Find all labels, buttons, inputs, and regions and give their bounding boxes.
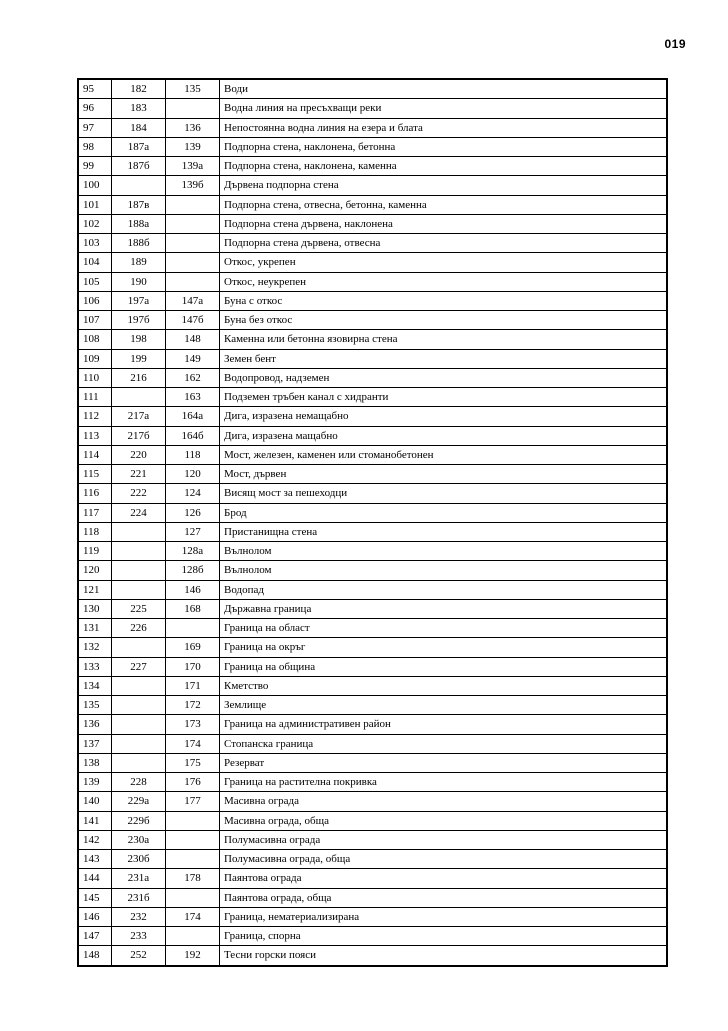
row-number-cell: 112 (78, 407, 112, 426)
table-row (78, 696, 667, 715)
code-a-cell (112, 734, 166, 753)
table-row (78, 388, 667, 407)
table-row (78, 137, 667, 156)
code-b-cell: 139б (166, 176, 220, 195)
row-number-cell: 143 (78, 850, 112, 869)
symbol-name-cell: Масивна ограда, обща (220, 811, 668, 830)
code-b-cell (166, 195, 220, 214)
table-row (78, 349, 667, 368)
symbol-name-cell: Каменна или бетонна язовирна стена (220, 330, 668, 349)
code-a-cell: 227 (112, 657, 166, 676)
code-b-cell: 149 (166, 349, 220, 368)
symbol-name-cell: Подпорна стена, отвесна, бетонна, каменна (220, 195, 668, 214)
symbol-name-cell: Тесни горски пояси (220, 946, 668, 966)
code-b-cell: 135 (166, 79, 220, 99)
code-b-cell (166, 99, 220, 118)
code-a-cell: 216 (112, 368, 166, 387)
symbol-name-cell: Държавна граница (220, 599, 668, 618)
table-row (78, 753, 667, 772)
row-number-cell: 110 (78, 368, 112, 387)
code-a-cell: 229б (112, 811, 166, 830)
row-number-cell: 131 (78, 619, 112, 638)
code-a-cell (112, 676, 166, 695)
table-row (78, 599, 667, 618)
code-b-cell: 176 (166, 773, 220, 792)
row-number-cell: 106 (78, 291, 112, 310)
row-number-cell: 114 (78, 445, 112, 464)
row-number-cell: 101 (78, 195, 112, 214)
row-number-cell: 141 (78, 811, 112, 830)
symbol-name-cell: Водопровод, надземен (220, 368, 668, 387)
code-a-cell (112, 696, 166, 715)
table-row (78, 619, 667, 638)
symbol-name-cell: Откос, укрепен (220, 253, 668, 272)
symbol-name-cell: Подпорна стена дървена, наклонена (220, 214, 668, 233)
row-number-cell: 121 (78, 580, 112, 599)
code-b-cell: 192 (166, 946, 220, 966)
code-a-cell (112, 388, 166, 407)
table-row (78, 715, 667, 734)
symbol-name-cell: Граница на окръг (220, 638, 668, 657)
symbol-name-cell: Паянтова ограда (220, 869, 668, 888)
row-number-cell: 148 (78, 946, 112, 966)
code-b-cell: 164б (166, 426, 220, 445)
row-number-cell: 118 (78, 522, 112, 541)
code-b-cell (166, 253, 220, 272)
code-b-cell: 177 (166, 792, 220, 811)
code-b-cell (166, 234, 220, 253)
code-b-cell (166, 214, 220, 233)
code-b-cell: 172 (166, 696, 220, 715)
table-row (78, 734, 667, 753)
symbol-name-cell: Граница на община (220, 657, 668, 676)
code-a-cell: 198 (112, 330, 166, 349)
symbol-name-cell: Непостоянна водна линия на езера и блата (220, 118, 668, 137)
row-number-cell: 146 (78, 907, 112, 926)
code-b-cell: 127 (166, 522, 220, 541)
table-row (78, 195, 667, 214)
code-a-cell: 188а (112, 214, 166, 233)
row-number-cell: 140 (78, 792, 112, 811)
table-row (78, 792, 667, 811)
symbol-name-cell: Мост, железен, каменен или стоманобетонен (220, 445, 668, 464)
code-a-cell (112, 753, 166, 772)
symbol-name-cell: Резерват (220, 753, 668, 772)
row-number-cell: 107 (78, 311, 112, 330)
symbol-name-cell: Кметство (220, 676, 668, 695)
code-b-cell (166, 850, 220, 869)
row-number-cell: 105 (78, 272, 112, 291)
code-b-cell: 164а (166, 407, 220, 426)
table-row (78, 811, 667, 830)
table-row (78, 850, 667, 869)
code-a-cell: 197б (112, 311, 166, 330)
code-b-cell: 175 (166, 753, 220, 772)
row-number-cell: 102 (78, 214, 112, 233)
code-a-cell: 233 (112, 927, 166, 946)
code-a-cell: 188б (112, 234, 166, 253)
row-number-cell: 95 (78, 79, 112, 99)
code-a-cell: 226 (112, 619, 166, 638)
table-row (78, 272, 667, 291)
symbol-name-cell: Вълнолом (220, 561, 668, 580)
symbol-name-cell: Водна линия на пресъхващи реки (220, 99, 668, 118)
symbol-name-cell: Граница, спорна (220, 927, 668, 946)
table-row (78, 291, 667, 310)
code-a-cell: 221 (112, 465, 166, 484)
row-number-cell: 132 (78, 638, 112, 657)
symbol-name-cell: Землище (220, 696, 668, 715)
row-number-cell: 96 (78, 99, 112, 118)
row-number-cell: 104 (78, 253, 112, 272)
symbol-name-cell: Мост, дървен (220, 465, 668, 484)
row-number-cell: 144 (78, 869, 112, 888)
code-a-cell: 229а (112, 792, 166, 811)
code-a-cell: 228 (112, 773, 166, 792)
symbol-name-cell: Подземен тръбен канал с хидранти (220, 388, 668, 407)
code-a-cell (112, 176, 166, 195)
code-a-cell: 220 (112, 445, 166, 464)
table-row (78, 830, 667, 849)
code-a-cell: 230б (112, 850, 166, 869)
table-row (78, 234, 667, 253)
symbol-name-cell: Дървена подпорна стена (220, 176, 668, 195)
table-body (78, 79, 667, 966)
code-a-cell: 217а (112, 407, 166, 426)
row-number-cell: 108 (78, 330, 112, 349)
code-a-cell (112, 715, 166, 734)
code-b-cell: 146 (166, 580, 220, 599)
code-b-cell: 128б (166, 561, 220, 580)
table-row (78, 522, 667, 541)
table-row (78, 773, 667, 792)
code-a-cell: 190 (112, 272, 166, 291)
code-b-cell: 128а (166, 542, 220, 561)
table-row (78, 253, 667, 272)
code-a-cell: 182 (112, 79, 166, 99)
code-b-cell: 168 (166, 599, 220, 618)
code-a-cell: 224 (112, 503, 166, 522)
row-number-cell: 139 (78, 773, 112, 792)
symbol-name-cell: Буна с откос (220, 291, 668, 310)
code-b-cell: 124 (166, 484, 220, 503)
code-b-cell: 147а (166, 291, 220, 310)
table-row (78, 214, 667, 233)
table-row (78, 407, 667, 426)
symbol-name-cell: Граница на растителна покривка (220, 773, 668, 792)
code-a-cell: 222 (112, 484, 166, 503)
symbol-name-cell: Масивна ограда (220, 792, 668, 811)
code-a-cell: 252 (112, 946, 166, 966)
row-number-cell: 115 (78, 465, 112, 484)
symbol-name-cell: Води (220, 79, 668, 99)
code-a-cell (112, 638, 166, 657)
code-b-cell: 148 (166, 330, 220, 349)
table-row (78, 946, 667, 966)
row-number-cell: 135 (78, 696, 112, 715)
code-b-cell (166, 927, 220, 946)
table-row (78, 888, 667, 907)
symbol-name-cell: Откос, неукрепен (220, 272, 668, 291)
row-number-cell: 147 (78, 927, 112, 946)
code-a-cell (112, 561, 166, 580)
code-a-cell: 231б (112, 888, 166, 907)
code-b-cell: 174 (166, 734, 220, 753)
code-b-cell: 173 (166, 715, 220, 734)
symbol-name-cell: Граница на административен район (220, 715, 668, 734)
table-row (78, 465, 667, 484)
code-a-cell: 230а (112, 830, 166, 849)
table-row (78, 330, 667, 349)
code-b-cell: 139а (166, 157, 220, 176)
row-number-cell: 120 (78, 561, 112, 580)
row-number-cell: 99 (78, 157, 112, 176)
row-number-cell: 130 (78, 599, 112, 618)
row-number-cell: 113 (78, 426, 112, 445)
symbol-name-cell: Подпорна стена, наклонена, каменна (220, 157, 668, 176)
table-row (78, 99, 667, 118)
code-b-cell: 171 (166, 676, 220, 695)
symbol-name-cell: Полумасивна ограда (220, 830, 668, 849)
symbol-name-cell: Пристанищна стена (220, 522, 668, 541)
row-number-cell: 119 (78, 542, 112, 561)
symbol-name-cell: Земен бент (220, 349, 668, 368)
table-row (78, 157, 667, 176)
code-b-cell: 126 (166, 503, 220, 522)
code-b-cell: 178 (166, 869, 220, 888)
row-number-cell: 142 (78, 830, 112, 849)
code-b-cell: 162 (166, 368, 220, 387)
code-b-cell (166, 888, 220, 907)
code-a-cell: 184 (112, 118, 166, 137)
code-a-cell (112, 580, 166, 599)
page-number: 019 (664, 37, 686, 51)
code-b-cell: 147б (166, 311, 220, 330)
symbol-name-cell: Водопад (220, 580, 668, 599)
table-row (78, 503, 667, 522)
row-number-cell: 137 (78, 734, 112, 753)
symbol-name-cell: Вълнолом (220, 542, 668, 561)
symbol-name-cell: Буна без откос (220, 311, 668, 330)
row-number-cell: 117 (78, 503, 112, 522)
code-b-cell: 170 (166, 657, 220, 676)
code-b-cell: 136 (166, 118, 220, 137)
code-a-cell (112, 542, 166, 561)
code-a-cell: 197а (112, 291, 166, 310)
table-row (78, 676, 667, 695)
symbol-name-cell: Полумасивна ограда, обща (220, 850, 668, 869)
code-b-cell (166, 619, 220, 638)
code-b-cell: 120 (166, 465, 220, 484)
code-b-cell: 118 (166, 445, 220, 464)
code-a-cell: 187б (112, 157, 166, 176)
symbol-name-cell: Стопанска граница (220, 734, 668, 753)
table-row (78, 869, 667, 888)
code-a-cell: 199 (112, 349, 166, 368)
row-number-cell: 136 (78, 715, 112, 734)
code-b-cell: 169 (166, 638, 220, 657)
table-row (78, 484, 667, 503)
table-row (78, 638, 667, 657)
code-a-cell: 183 (112, 99, 166, 118)
table-row (78, 542, 667, 561)
symbol-name-cell: Висящ мост за пешеходци (220, 484, 668, 503)
table-row (78, 176, 667, 195)
symbol-name-cell: Дига, изразена мащабно (220, 426, 668, 445)
code-a-cell: 189 (112, 253, 166, 272)
code-a-cell: 187в (112, 195, 166, 214)
code-b-cell: 163 (166, 388, 220, 407)
table-row (78, 311, 667, 330)
symbol-name-cell: Подпорна стена дървена, отвесна (220, 234, 668, 253)
table-row (78, 907, 667, 926)
code-a-cell: 231а (112, 869, 166, 888)
table-row (78, 580, 667, 599)
code-a-cell: 187а (112, 137, 166, 156)
row-number-cell: 103 (78, 234, 112, 253)
table-row (78, 118, 667, 137)
code-b-cell (166, 272, 220, 291)
table-row (78, 927, 667, 946)
table-row (78, 445, 667, 464)
table-row (78, 657, 667, 676)
code-a-cell: 225 (112, 599, 166, 618)
code-b-cell: 139 (166, 137, 220, 156)
row-number-cell: 97 (78, 118, 112, 137)
code-a-cell: 232 (112, 907, 166, 926)
table-row (78, 368, 667, 387)
table-row (78, 79, 667, 99)
code-a-cell: 217б (112, 426, 166, 445)
row-number-cell: 98 (78, 137, 112, 156)
table-row (78, 561, 667, 580)
row-number-cell: 116 (78, 484, 112, 503)
symbol-name-cell: Подпорна стена, наклонена, бетонна (220, 137, 668, 156)
table-row (78, 426, 667, 445)
symbol-name-cell: Паянтова ограда, обща (220, 888, 668, 907)
code-a-cell (112, 522, 166, 541)
row-number-cell: 111 (78, 388, 112, 407)
row-number-cell: 134 (78, 676, 112, 695)
row-number-cell: 138 (78, 753, 112, 772)
symbol-name-cell: Граница, нематериализирана (220, 907, 668, 926)
symbol-name-cell: Брод (220, 503, 668, 522)
row-number-cell: 109 (78, 349, 112, 368)
code-b-cell (166, 811, 220, 830)
row-number-cell: 145 (78, 888, 112, 907)
code-b-cell: 174 (166, 907, 220, 926)
symbol-name-cell: Дига, изразена немащабно (220, 407, 668, 426)
row-number-cell: 100 (78, 176, 112, 195)
row-number-cell: 133 (78, 657, 112, 676)
symbols-table (77, 78, 668, 967)
code-b-cell (166, 830, 220, 849)
symbol-name-cell: Граница на област (220, 619, 668, 638)
